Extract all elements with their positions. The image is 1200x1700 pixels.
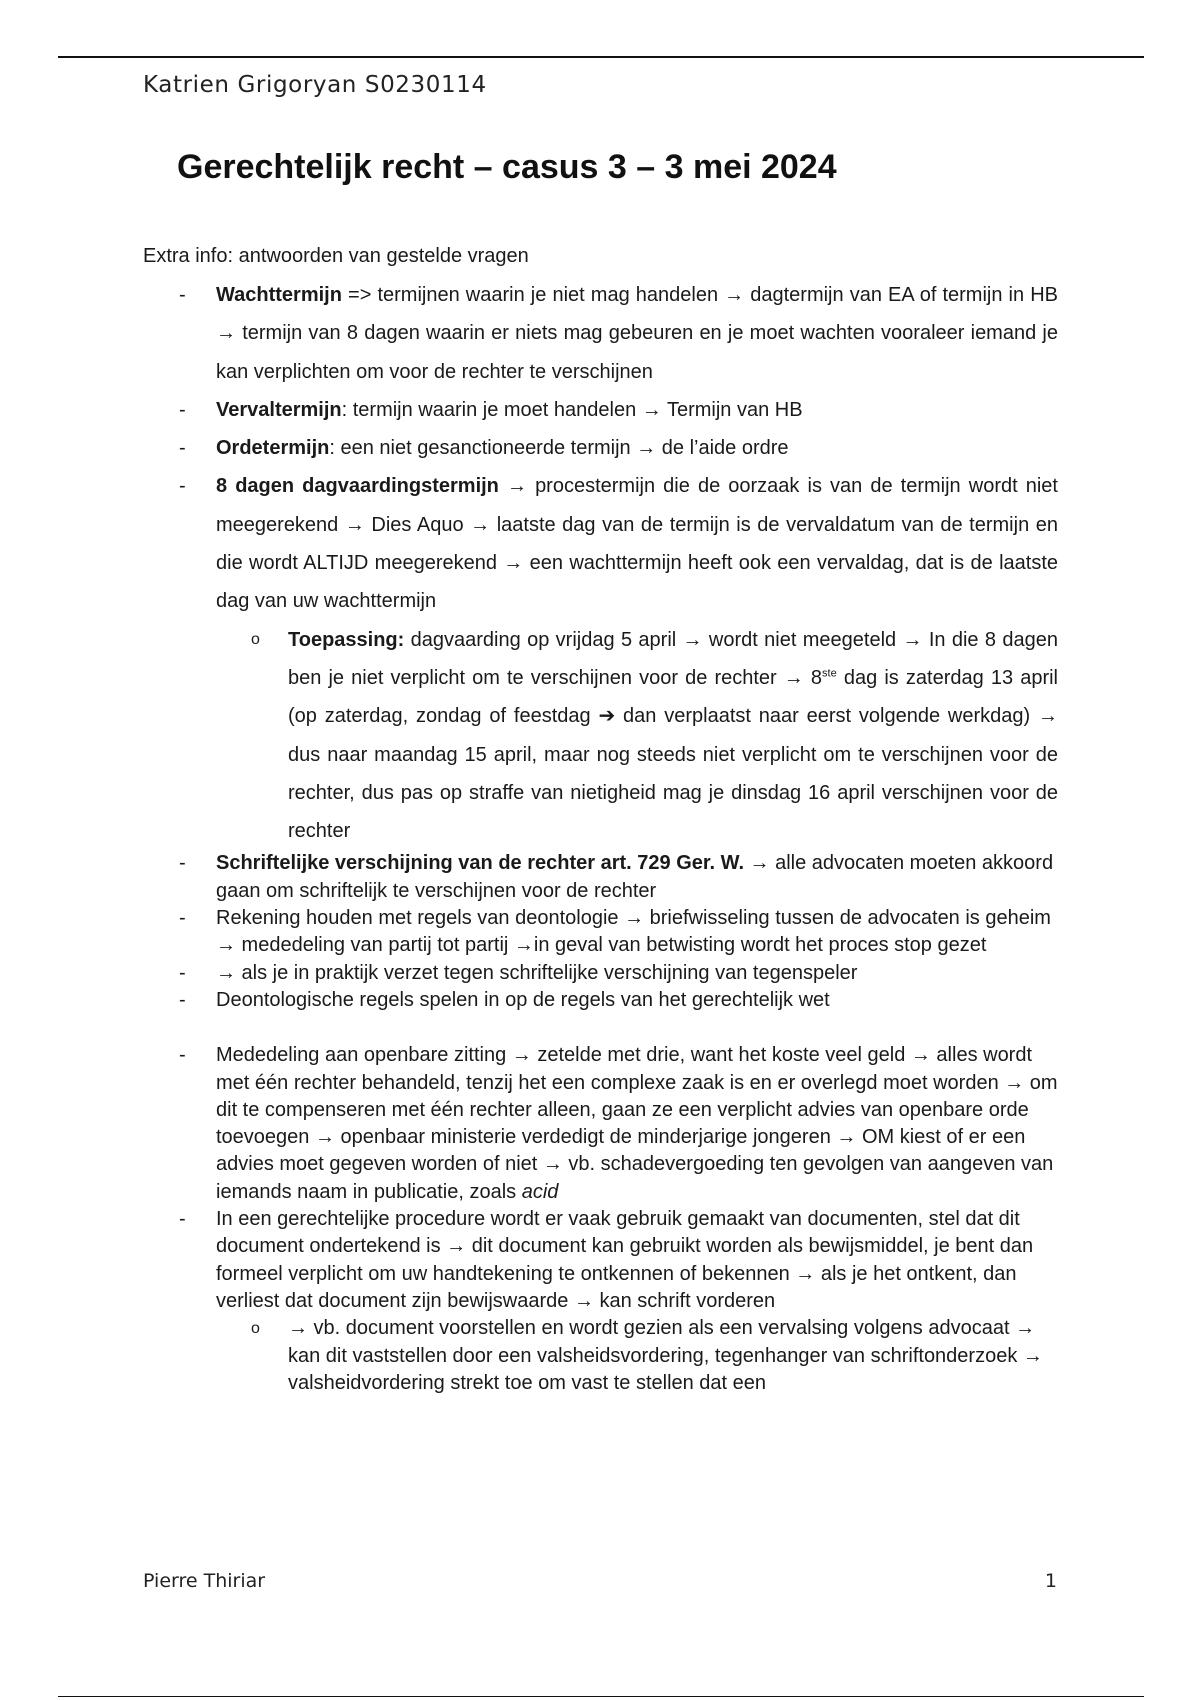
list-item-documenten	[143, 1206, 1058, 1397]
bullet-dash: -	[179, 398, 186, 421]
item-text: Deontologische regels spelen in op de regels van het gerechtelijk wet	[216, 988, 830, 1011]
bullet-dash: -	[179, 852, 186, 875]
list-item-wachttermijn	[143, 276, 1058, 391]
term-label: Vervaltermijn	[216, 398, 342, 421]
sub-item-valsheidsvordering	[216, 1315, 1058, 1397]
italic-term: acid	[521, 1180, 559, 1203]
list-item-schriftelijke-verschijning	[143, 850, 1058, 905]
document-body	[143, 242, 1058, 1397]
item-text: → als je in praktijk verzet tegen schriftelijke verschijning van tegenspeler	[216, 961, 858, 984]
bullet-dash: -	[179, 961, 186, 984]
list-item-vervaltermijn	[143, 391, 1058, 429]
footer-name: Pierre Thiriar	[143, 1570, 266, 1592]
term-label: Ordetermijn	[216, 437, 330, 460]
main-list	[143, 276, 1058, 1014]
item-text: Rekening houden met regels van deontologie → briefwisseling tussen de advocaten is geheim → mededeling van partij tot partij →in geval van betwisting wordt het proces stop gezet	[216, 907, 1051, 957]
bullet-dash: -	[179, 1044, 186, 1067]
sub-item-toepassing	[216, 621, 1058, 851]
sub-list	[216, 1315, 1058, 1397]
bottom-rule	[58, 1696, 1144, 1697]
toepassing-label: Toepassing:	[288, 628, 405, 651]
list-item-verzet	[143, 960, 1058, 987]
bullet-circle: o	[251, 1320, 260, 1338]
paragraph-gap	[143, 1014, 1058, 1042]
bullet-dash: -	[179, 907, 186, 930]
toepassing-text-1: dagvaarding op vrijdag 5 april → wordt niet meegeteld → In die 8 dagen ben je niet verplicht om te verschijnen voor de rechter → 8	[288, 628, 1058, 689]
item-text: Mededeling aan openbare zitting → zetelde met drie, want het koste veel geld → alles wordt met één rechter behandeld, tenzij het een complexe zaak is en er overlegd moet worden → om dit te compenseren met één rechter alleen, gaan ze een verplicht advies van openbare orde toevoegen → openbaar ministerie verdedigt de minderjarige jongeren → OM kiest of er een advies moet gegeven worden of niet → vb. schadevergoeding ten gevolgen van aangeven van iemands naam in publicatie, zoals	[216, 1044, 1058, 1203]
list-item-openbare-zitting	[143, 1042, 1058, 1206]
bullet-dash: -	[179, 475, 186, 498]
bold-arrow-icon: ➔	[598, 705, 616, 728]
item-text: : een niet gesanctioneerde termijn → de l’aide ordre	[329, 437, 789, 460]
term-label: Schriftelijke verschijning van de rechter art. 729 Ger. W.	[216, 852, 744, 875]
bullet-dash: -	[179, 1208, 186, 1231]
bullet-dash: -	[179, 284, 186, 306]
page-number: 1	[1044, 1570, 1057, 1592]
list-item-deontologische-regels	[143, 987, 1058, 1014]
item-text: In een gerechtelijke procedure wordt er vaak gebruik gemaakt van documenten, stel dat dit document ondertekend is → dit document kan gebruikt worden als bewijsmiddel, je bent dan formeel verplicht om uw handtekening te ontkennen of bekennen → als je het ontkent, dan verliest dat document zijn bewijswaarde → kan schrift vorderen	[216, 1208, 1034, 1312]
item-text: → alle advocaten moeten akkoord gaan om schriftelijk te verschijnen voor de rechter	[216, 852, 1054, 902]
author-header: Katrien Grigoryan S0230114	[143, 72, 487, 98]
term-label: 8 dagen dagvaardingstermijn	[216, 475, 499, 498]
item-text: → procestermijn die de oorzaak is van de termijn wordt niet meegerekend → Dies Aquo → laatste dag van de termijn is de vervaldatum van de termijn en die wordt ALTIJD meegerekend → een wachttermijn heeft ook een vervaldag, dat is de laatste dag van uw wachttermijn	[216, 475, 1058, 613]
top-rule	[58, 56, 1144, 58]
item-text: => termijnen waarin je niet mag handelen → dagtermijn van EA of termijn in HB → termijn van 8 dagen waarin er niets mag gebeuren en je moet wachten vooraleer iemand je kan verplichten om voor de rechter te verschijnen	[216, 284, 1058, 383]
list-item-ordetermijn	[143, 429, 1058, 467]
document-title: Gerechtelijk recht – casus 3 – 3 mei 2024	[177, 148, 837, 186]
intro-line: Extra info: antwoorden van gestelde vragen	[143, 245, 529, 267]
sub-list	[216, 621, 1058, 851]
ordinal-suffix: ste	[822, 667, 837, 680]
term-label: Wachttermijn	[216, 284, 342, 306]
bullet-circle: o	[251, 630, 260, 648]
main-list-continued	[143, 1042, 1058, 1397]
toepassing-text-2: dag is zaterdag 13 april (op zaterdag, zondag of feestdag	[288, 666, 1058, 728]
item-text: : termijn waarin je moet handelen → Termijn van HB	[341, 398, 803, 421]
toepassing-text-3: dan verplaatst naar eerst volgende werkdag) → dus naar maandag 15 april, maar nog steeds niet verplicht om te verschijnen voor de rechter, dus pas op straffe van nietigheid mag je dinsdag 16 april verschijnen voor de rechter	[288, 705, 1059, 843]
sub-item-text: → vb. document voorstellen en wordt gezien als een vervalsing volgens advocaat → kan dit vaststellen door een valsheidsvordering, tegenhanger van schriftonderzoek → valsheidvordering strekt toe om vast te stellen dat een	[288, 1317, 1043, 1394]
bullet-dash: -	[179, 988, 186, 1011]
list-item-dagvaardingstermijn	[143, 467, 1058, 850]
bullet-dash: -	[179, 437, 186, 460]
list-item-deontologie	[143, 905, 1058, 960]
